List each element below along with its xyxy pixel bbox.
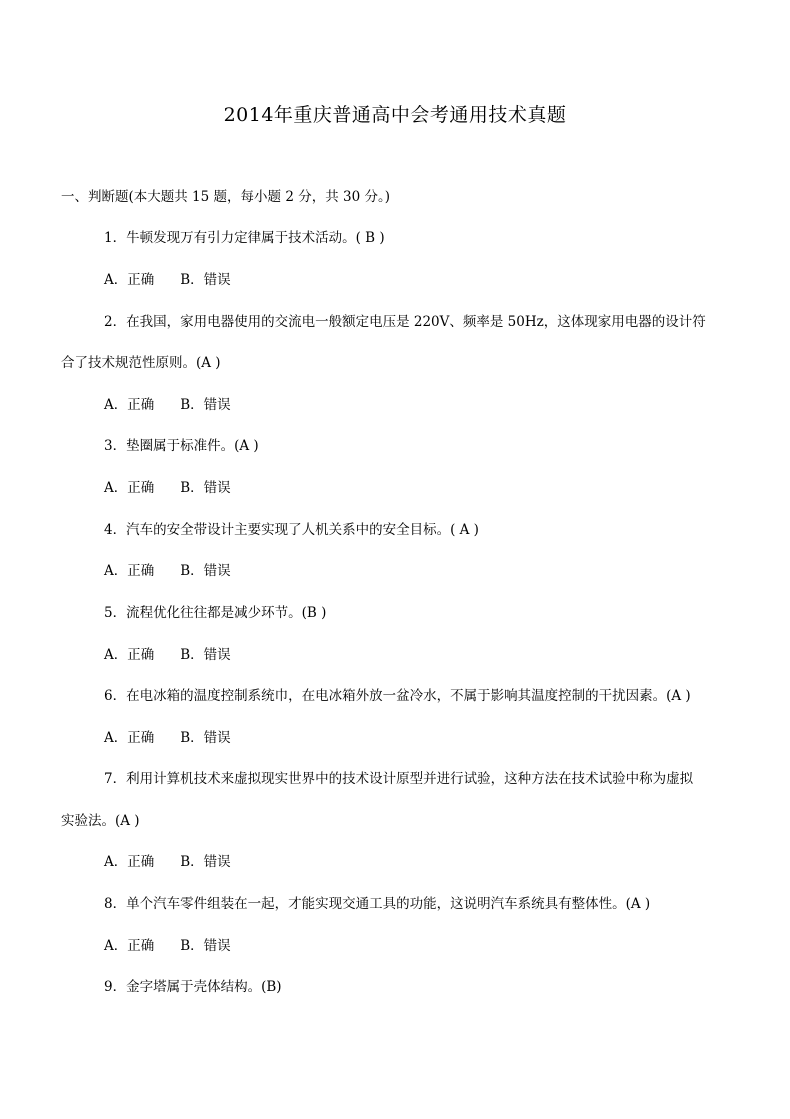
question-7: 7．利用计算机技术来虚拟现实世界中的技术设计原型并进行试验，这种方法在技术试验中称为虚拟 (104, 771, 694, 787)
option-a: A．正确 (104, 397, 155, 413)
option-b: B．错误 (180, 563, 231, 579)
option-a: A．正确 (104, 854, 155, 870)
question-4: 4．汽车的安全带设计主要实现了人机关系中的安全目标。( A ) (104, 522, 479, 538)
option-b: B．错误 (180, 854, 231, 870)
question-6: 6．在电冰箱的温度控制系统巾，在电冰箱外放一盆冷水，不属于影响其温度控制的干扰因素。(A ) (104, 688, 691, 704)
options-4 (104, 561, 231, 581)
options-2 (104, 395, 231, 415)
option-b: B．错误 (180, 480, 231, 496)
option-b: B．错误 (180, 272, 231, 288)
question-9: 9．金字塔属于壳体结构。(B) (104, 979, 282, 995)
page-title: 2014年重庆普通高中会考通用技术真题 (223, 104, 567, 126)
option-a: A．正确 (104, 480, 155, 496)
option-b: B．错误 (180, 397, 231, 413)
options-5 (104, 645, 231, 665)
question-3: 3．垫圈属于标准件。(A ) (104, 438, 259, 454)
options-6 (104, 728, 231, 748)
question-1: 1．牛顿发现万有引力定律属于技术活动。( B ) (104, 230, 385, 246)
option-b: B．错误 (180, 647, 231, 663)
option-b: B．错误 (180, 730, 231, 746)
options-3 (104, 478, 231, 498)
question-5: 5．流程优化往往都是减少环节。(B ) (104, 605, 327, 621)
option-a: A．正确 (104, 647, 155, 663)
section-heading: 一、判断题(本大题共 15 题，每小题 2 分，共 30 分。) (61, 189, 390, 205)
option-a: A．正确 (104, 563, 155, 579)
question-2-continuation: 合了技术规范性原则。(A ) (61, 355, 221, 371)
option-b: B．错误 (180, 938, 231, 954)
question-8: 8．单个汽车零件组装在一起，才能实现交通工具的功能，这说明汽车系统具有整体性。(A ) (104, 896, 651, 912)
options-1 (104, 270, 231, 290)
question-2: 2．在我国，家用电器使用的交流电一般额定电压是 220V、频率是 50Hz，这体现家用电器的设计符 (104, 314, 706, 330)
question-7-continuation: 实验法。(A ) (61, 813, 140, 829)
options-8 (104, 936, 231, 956)
options-7 (104, 852, 231, 872)
option-a: A．正确 (104, 730, 155, 746)
option-a: A．正确 (104, 272, 155, 288)
option-a: A．正确 (104, 938, 155, 954)
